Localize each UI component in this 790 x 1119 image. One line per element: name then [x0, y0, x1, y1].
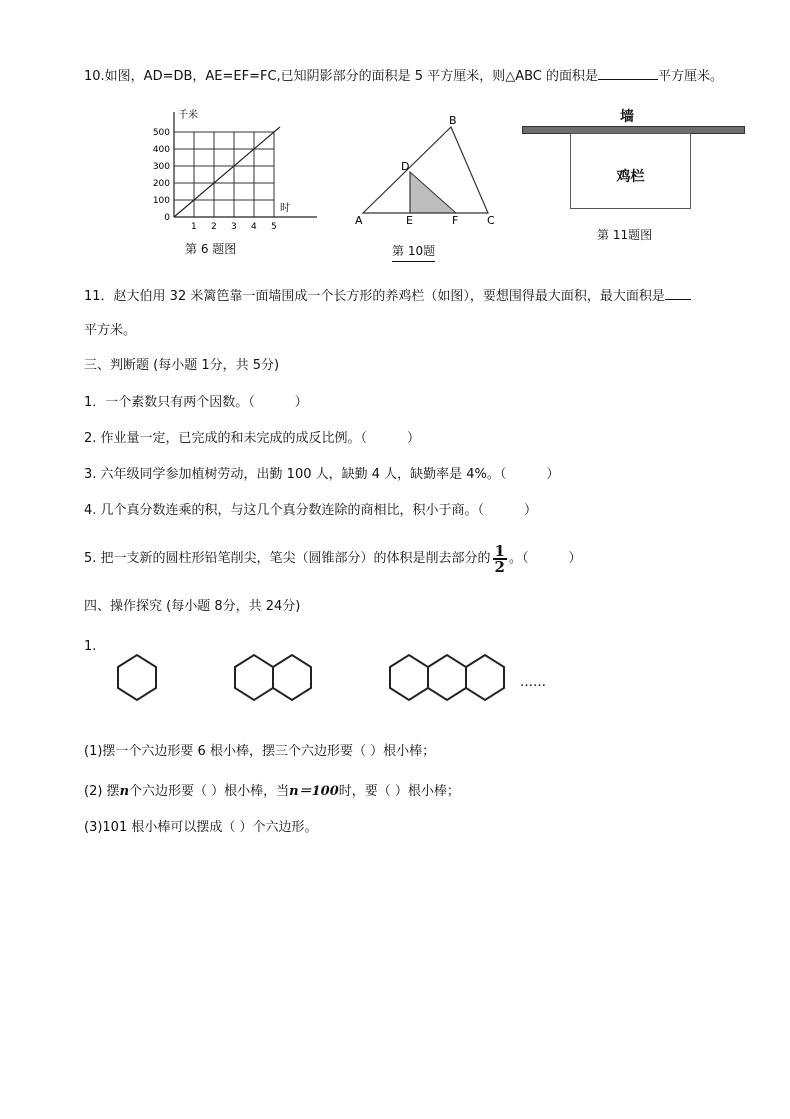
fig10-caption: 第 10题: [392, 242, 435, 262]
q11-text: 11．赵大伯用 32 米篱笆靠一面墙围成一个长方形的养鸡栏（如图），要想围得最大面积，最大面积是: [84, 289, 665, 304]
label-c: C: [487, 214, 495, 227]
judge-item-5: 5. 把一支新的圆柱形铅笔削尖，笔尖（圆锥部分）的体积是削去部分的 $\frac{1}{2}$ 。（ ）: [84, 541, 582, 576]
q10-answer-blank[interactable]: [598, 66, 658, 80]
x-tick-label: 3: [231, 222, 237, 232]
y-tick-label: 100: [152, 196, 170, 206]
fig6-ticks: [153, 128, 277, 232]
judge-item-2: 2. 作业量一定，已完成的和未完成的成反比例。（ ）: [84, 431, 421, 446]
label-f: F: [452, 214, 459, 227]
x-tick-label: 5: [271, 222, 277, 232]
fig6-chart: [150, 104, 325, 234]
judge-item-3: 3. 六年级同学参加植树劳动，出勤 100 人，缺勤 4 人，缺勤率是 4%。（ ）: [84, 467, 560, 482]
section4-sub1: (1)摆一个六边形要 6 根小棒，摆三个六边形要（ ）根小棒；: [84, 744, 436, 759]
hexagon-sequence: [110, 648, 550, 708]
q11-line: [84, 286, 691, 306]
fraction-one-half: $\frac{1}{2}$: [494, 541, 505, 576]
x-axis-label: 时: [280, 203, 290, 214]
section4-q1-label: 1.: [84, 639, 97, 654]
judge-item-1: 1．一个素数只有两个因数。（ ）: [84, 395, 308, 410]
label-d: D: [401, 160, 410, 173]
label-e: E: [406, 214, 413, 227]
shaded-triangle: [410, 172, 456, 213]
y-tick-label: 200: [152, 179, 170, 189]
section4-title: 四、操作探究 (每小题 8分，共 24分): [84, 599, 301, 614]
fig10-triangle: [350, 112, 505, 227]
x-tick-label: 2: [211, 222, 217, 232]
q10-text: 10.如图，AD=DB，AE=EF=FC,已知阴影部分的面积是 5 平方厘米，则△ABC 的面积是: [84, 69, 598, 84]
y-tick-label: 500: [152, 128, 170, 138]
label-b: B: [449, 114, 457, 127]
fig11-pen-label: 鸡栏: [616, 169, 645, 185]
fig6-caption: 第 6 题图: [185, 242, 237, 256]
series-line: [174, 127, 280, 217]
y-axis-label: 千米: [178, 110, 198, 121]
q11-answer-blank[interactable]: [665, 286, 691, 300]
q10-line: [84, 66, 723, 86]
section3-title: 三、判断题 (每小题 1分，共 5分): [84, 358, 280, 373]
y-tick-label: 400: [152, 145, 170, 155]
fig6-axes: [174, 108, 317, 217]
q10-unit: 平方厘米。: [658, 69, 724, 84]
x-tick-label: 4: [251, 222, 257, 232]
y-tick-label: 0: [164, 213, 170, 223]
ellipsis: ……: [520, 675, 546, 690]
hexagon-group-3: [390, 655, 504, 700]
fig11-caption: 第 11题图: [597, 228, 653, 242]
fig11-wall-label: 墙: [620, 109, 634, 125]
hexagon-group-2: [235, 655, 311, 700]
hexagon-group-1: [118, 655, 156, 700]
q11-line2: 平方米。: [84, 323, 137, 338]
y-tick-label: 300: [152, 162, 170, 172]
judge-item-4: 4. 几个真分数连乘的积，与这几个真分数连除的商相比，积小于商。（ ）: [84, 503, 538, 518]
fig11-pen: [570, 133, 691, 209]
label-a: A: [355, 214, 363, 227]
x-tick-label: 1: [191, 222, 197, 232]
fig6-series: [174, 127, 280, 217]
section4-sub2: (2) 摆n个六边形要（ ）根小棒，当n＝100时，要（ ）根小棒；: [84, 784, 460, 799]
section4-sub3: (3)101 根小棒可以摆成（ ）个六边形。: [84, 820, 318, 835]
